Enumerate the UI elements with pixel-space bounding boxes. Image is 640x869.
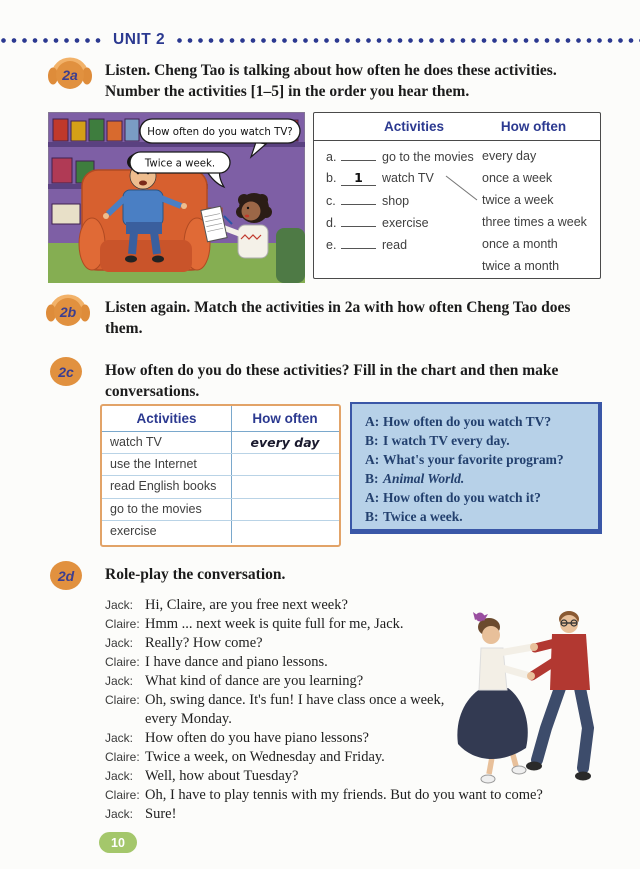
table-row: watch TV every day	[102, 432, 339, 454]
role-play-dialogue	[105, 596, 602, 824]
fill-in-cell[interactable]	[231, 476, 338, 497]
section-2d-instruction	[105, 564, 605, 585]
dialog-line: B: I watch TV every day.	[365, 433, 510, 448]
fill-in-chart-table	[100, 404, 341, 547]
dotted-divider-right	[176, 37, 640, 44]
answer-blank-c[interactable]	[341, 189, 376, 205]
frequency-option[interactable]: three times a week	[482, 215, 587, 229]
instruction-line: them.	[105, 320, 143, 337]
column-header-activities: Activities	[383, 119, 445, 134]
dialogue-row: Claire: Twice a week, on Wednesday and Friday.	[105, 749, 385, 765]
activities-matching-table	[313, 112, 601, 279]
table-row: go to the movies	[102, 499, 339, 521]
headphones-icon	[46, 53, 94, 91]
headphones-icon	[44, 290, 92, 328]
sample-conversation-box	[350, 402, 602, 534]
dialogue-row: Jack: Really? How come?	[105, 635, 263, 651]
dialogue-row: Claire: Hmm ... next week is quite full for me, Jack.	[105, 616, 404, 632]
section-2b-instruction	[105, 297, 605, 339]
section-2b-badge	[44, 290, 92, 333]
table-row: read English books	[102, 476, 339, 498]
dialog-line: B: Twice a week.	[365, 509, 463, 524]
dialog-line: B: Animal World.	[365, 471, 465, 486]
section-2d-badge: 2d	[50, 561, 82, 590]
dialogue-row: Claire: I have dance and piano lessons.	[105, 654, 328, 670]
dialog-line: A: How often do you watch it?	[365, 490, 541, 505]
dialog-line: A: What's your favorite program?	[365, 452, 564, 467]
unit-title: UNIT 2	[113, 31, 166, 48]
fill-in-cell[interactable]	[231, 499, 338, 520]
dialogue-row: Claire: Oh, I have to play tennis with my friends. But do you want to come?	[105, 787, 543, 803]
dialogue-row: Jack: How often do you have piano lessons?	[105, 730, 369, 746]
column-header-how-often: How often	[500, 119, 567, 134]
section-2a-instruction	[105, 60, 605, 102]
instruction-line: conversations.	[105, 383, 200, 400]
column-header-how-often: How often	[231, 406, 338, 431]
activity-row-c: c. shop	[326, 189, 474, 211]
dialogue-row: Jack: Sure!	[105, 806, 177, 822]
svg-text:2b: 2b	[59, 304, 77, 320]
section-2a-badge	[46, 53, 94, 96]
activity-row-a: a. go to the movies	[326, 145, 474, 167]
answer-blank-b[interactable]: 1	[341, 170, 376, 186]
frequency-option[interactable]: once a week	[482, 171, 553, 185]
dialogue-row: Jack: What kind of dance are you learning?	[105, 673, 364, 689]
answer-blank-d[interactable]	[341, 211, 376, 227]
frequency-option[interactable]: once a month	[482, 237, 558, 251]
dialog-line: A: How often do you watch TV?	[365, 414, 552, 429]
table-2a-header-row	[314, 113, 600, 141]
speech-bubble-answer: Twice a week.	[144, 158, 216, 170]
frequency-option[interactable]: every day	[482, 149, 537, 163]
dialogue-row: Jack: Hi, Claire, are you free next week?	[105, 597, 348, 613]
frequency-option[interactable]: twice a month	[482, 259, 560, 273]
fill-in-cell[interactable]	[231, 521, 338, 543]
instruction-line: Role-play the conversation.	[105, 566, 286, 583]
table-2c-header-row	[102, 406, 339, 432]
instruction-line: Listen again. Match the activities in 2a with how often Cheng Tao does	[105, 299, 571, 316]
instruction-line: How often do you do these activities? Fill in the chart and then make	[105, 362, 559, 379]
speech-bubble-question: How often do you watch TV?	[147, 127, 293, 138]
column-header-activities: Activities	[136, 411, 197, 426]
cartoon-interview-illustration	[48, 112, 305, 288]
table-row: exercise	[102, 521, 339, 543]
activity-row-d: d. exercise	[326, 211, 474, 233]
activity-row-b: b. 1 watch TV	[326, 170, 434, 185]
instruction-line: Listen. Cheng Tao is talking about how often he does these activities.	[105, 62, 557, 79]
section-2c-instruction	[105, 360, 605, 402]
section-2c-badge: 2c	[50, 357, 82, 386]
frequency-list	[482, 145, 587, 277]
instruction-line: Number the activities [1–5] in the order you hear them.	[105, 83, 470, 100]
page-number-badge: 10	[99, 832, 137, 853]
table-row: use the Internet	[102, 454, 339, 476]
answer-blank-e[interactable]	[341, 233, 376, 249]
fill-in-cell[interactable]	[231, 454, 338, 475]
activity-row-e: e. read	[326, 233, 474, 255]
unit-header	[0, 31, 640, 49]
dialogue-row: Claire: Oh, swing dance. It's fun! I have class once a week, every Monday.	[105, 692, 445, 727]
dialogue-row: Jack: Well, how about Tuesday?	[105, 768, 299, 784]
svg-text:2a: 2a	[62, 67, 78, 83]
activities-list	[326, 145, 474, 255]
dotted-divider-left	[0, 37, 102, 44]
answer-blank-a[interactable]	[341, 145, 376, 161]
fill-in-cell[interactable]: every day	[231, 432, 338, 453]
frequency-option[interactable]: twice a week	[482, 193, 554, 207]
